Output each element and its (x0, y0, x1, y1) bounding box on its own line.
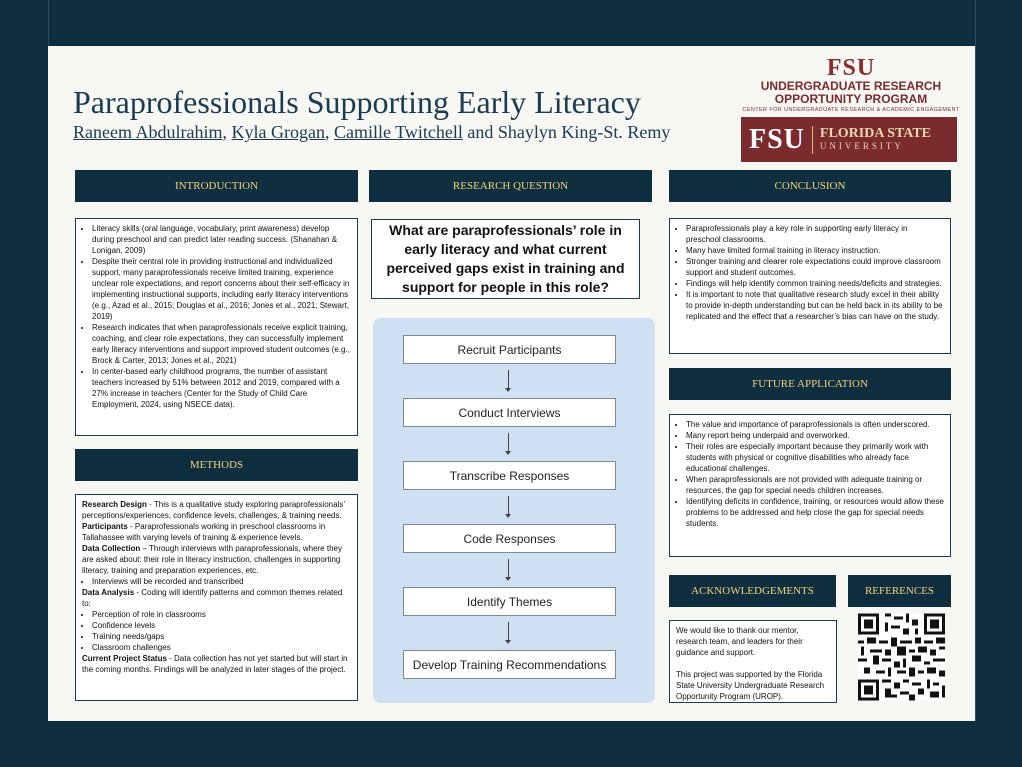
conclusion-bullet: • Findings will help identify common training needs/deficits and strategies. (686, 278, 944, 289)
author-separator: , (222, 122, 232, 142)
methods-status-label: Current Project Status (82, 654, 167, 663)
bottom-band (0, 721, 1022, 767)
urop-line-2: OPPORTUNITY PROGRAM (774, 92, 928, 106)
fsu-logo-divider (812, 126, 813, 154)
methods-analysis-text: - Coding will identify patterns and common themes related to: (82, 588, 343, 608)
methods-design-label: Research Design (82, 500, 147, 509)
methods-box (75, 494, 358, 701)
conclusion-bullet: • Stronger training and clearer role expectations could improve classroom support and student outcomes. (686, 256, 944, 278)
flow-arrow (508, 559, 510, 581)
references-qr-code[interactable] (858, 613, 945, 701)
flow-step: Code Responses (403, 524, 616, 553)
fsu-logo-line-2: UNIVERSITY (819, 140, 904, 151)
introduction-box (75, 218, 358, 436)
future-bullet: • Many report being underpaid and overworked. (686, 430, 944, 441)
introduction-bullet: • Research indicates that when paraprofessionals receive explicit training, coaching, and clear role expectations, they can successfully implement early literacy interventions and support improved student outcomes (e.g., Brock & Carter, 2013; Jones et al., 2021) (92, 322, 351, 366)
conclusion-header: CONCLUSION (669, 170, 951, 202)
acknowledgements-funding: This project was supported by the Florida State University Undergraduate Research Opportunity Program (UROP). (676, 670, 825, 701)
future-bullet: • Identifying deficits in confidence, training, or resources would allow these problems to be addressed and help close the gap for special needs students. (686, 496, 944, 529)
research-question-text: What are paraprofessionals’ role in early literacy and what current perceived gaps exist in training and support for people in this role? (371, 219, 640, 299)
flow-arrow (508, 496, 510, 518)
methods-collection-label: Data Collection (82, 544, 141, 553)
urop-line-1: UNDERGRADUATE RESEARCH (760, 79, 942, 93)
poster (48, 46, 975, 721)
flow-step: Conduct Interviews (403, 398, 616, 427)
author-separator: , (324, 122, 334, 142)
flow-arrow (508, 433, 510, 455)
introduction-header: INTRODUCTION (75, 170, 358, 202)
fsu-logo-line-1: FLORIDA STATE (819, 125, 932, 141)
flow-step: Transcribe Responses (403, 461, 616, 490)
references-header: REFERENCES (848, 575, 951, 607)
fsu-logo (741, 117, 957, 162)
urop-fsu-mark: FSU (826, 55, 876, 81)
conclusion-bullet: • Paraprofessionals play a key role in supporting early literacy in preschool classrooms. (686, 223, 944, 245)
methods-analysis-bullet: • Classroom challenges (92, 642, 351, 653)
flow-arrow (508, 370, 510, 392)
methods-participants-text: - Paraprofessionals working in preschool classrooms in Tallahassee with varying levels of training & experience levels. (82, 522, 326, 542)
flow-step: Recruit Participants (403, 335, 616, 364)
methods-collection-bullet: • Interviews will be recorded and transcribed (92, 576, 351, 587)
poster-title: Paraprofessionals Supporting Early Literacy (73, 84, 641, 120)
future-application-header: FUTURE APPLICATION (669, 368, 951, 400)
urop-logo (736, 56, 966, 113)
acknowledgements-header: ACKNOWLEDGEMENTS (669, 575, 836, 607)
research-question-header: RESEARCH QUESTION (369, 170, 652, 202)
flow-arrow (508, 622, 510, 644)
conclusion-bullet: • Many have limited formal training in literacy instruction. (686, 245, 944, 256)
methods-status-text: - Data collection has not yet started but will start in the coming months. Findings will be analyzed in later stages of the project. (82, 654, 348, 674)
methods-header: METHODS (75, 449, 358, 481)
author-link[interactable]: Raneem Abdulrahim (73, 122, 223, 142)
author-list (73, 122, 670, 143)
right-edge-line (975, 0, 976, 767)
fsu-logo-text (820, 127, 931, 153)
introduction-bullet: • In center-based early childhood programs, the number of assistant teachers increased by 51% between 2012 and 2019, compared with a 27% increase in teachers (Center for the Study of Child Care Employment, 2024, using NSECE data). (92, 366, 351, 410)
methods-analysis-bullet: • Training needs/gaps (92, 631, 351, 642)
acknowledgements-box (669, 620, 837, 703)
future-application-box (669, 414, 951, 557)
methods-analysis-label: Data Analysis (82, 588, 135, 597)
author-link[interactable]: Camille Twitchell (333, 122, 463, 142)
methods-analysis-bullet: • Perception of role in classrooms (92, 609, 351, 620)
future-bullet: • When paraprofessionals are not provided with adequate training or resources, the gap for special needs children increases. (686, 474, 944, 496)
introduction-bullet: • Despite their central role in providing instructional and individualized support, many paraprofessionals receive limited training, experience unclear role expectations, and report concerns about their self-efficacy in implementing instructional supports, including early literacy interventions (e.g., Azad et al., 2015; Douglas et al., 2016; Jones et al., 2021; Stewart, 2019) (92, 256, 351, 322)
author-link[interactable]: Kyla Grogan (231, 122, 325, 142)
urop-line-3: CENTER FOR UNDERGRADUATE RESEARCH & ACADEMIC ENGAGEMENT (742, 107, 960, 113)
conclusion-box (669, 218, 951, 354)
methods-design-text: - This is a qualitative study exploring paraprofessionals’ perceptions/experiences, confidence levels, challenges, & training needs. (82, 500, 345, 520)
future-bullet: • Their roles are especially important because they primarily work with students with physical or cognitive disabilities who already face educational challenges. (686, 441, 944, 474)
methods-collection-text: – Through interviews with paraprofessionals, where they are asked about: their role in literacy instruction, challenges in supporting literacy, training and preparation experiences, etc. (82, 544, 342, 575)
flow-step: Identify Themes (403, 587, 616, 616)
fsu-logo-mark: FSU (749, 123, 805, 155)
author-remaining: and Shaylyn King-St. Remy (462, 122, 671, 142)
methods-participants-label: Participants (82, 522, 128, 531)
acknowledgements-thanks: We would like to thank our mentor, research team, and leaders for their guidance and support. (676, 626, 803, 657)
methods-analysis-bullet: • Confidence levels (92, 620, 351, 631)
future-bullet: • The value and importance of paraprofessionals is often underscored. (686, 419, 944, 430)
conclusion-bullet: • It is important to note that qualitative research study excel in their ability to provide in-depth understanding but can be held back in its ability to be replicated and the effect that a researcher’s bias can have on the study. (686, 289, 944, 322)
flow-step: Develop Training Recommendations (403, 650, 616, 679)
introduction-bullet: • Literacy skills (oral language, vocabulary, print awareness) develop during preschool and can predict later reading success. (Shanahan & Lonigan, 2009) (92, 223, 351, 256)
methodology-flowchart (373, 318, 655, 703)
